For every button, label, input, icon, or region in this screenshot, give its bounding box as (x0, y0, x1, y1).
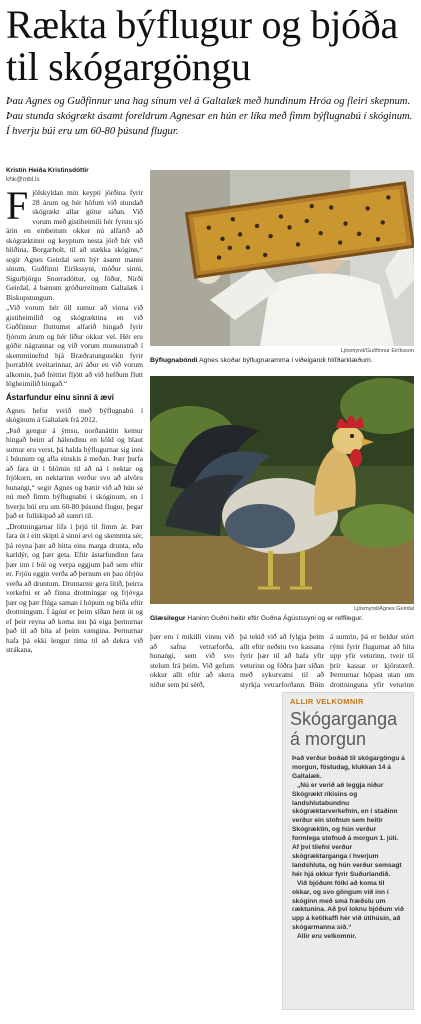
sidebar-title: Skógarganga á morgun (290, 709, 398, 749)
headline: Rækta býflugur og bjóða til skógargöngu (6, 2, 398, 89)
beekeeper-photo (150, 170, 414, 346)
byline-email: khk@mbl.is (6, 176, 40, 183)
article-subhead: Ástarfundur einu sinni á ævi (6, 392, 115, 402)
article-column-3 (240, 632, 324, 690)
lede: Þau Agnes og Guðfinnur una hag sínum vel á Galtalæk með hundinum Hróa og fleiri skepnum. Þau stunda skógrækt ásamt foreldrum Agnesar en hún er líka með fimm býflugnabú í skóginum. Í hverju búi eru um 60-80 þúsund flugur. (6, 96, 413, 137)
article-paragraph: á sumrin, þá er heldur stórt rými fyrir flugurnar að hita upp yfir veturinn, tveir til þrír kassar er kjörstærð. Þernurnar hópast utan um drottninguna yfir veturinn (330, 632, 414, 689)
article-paragraph: þá tekið við að fylgja þeim allt eftir neðstu tvo kassana fyrir þær til að hafa yfir veturinn og fóðra þær síðan með sykurvatni til að styrkja vetrarforðann. Búin (240, 632, 324, 689)
article-paragraph: „Drottningarnar lifa í þrjú til fimm ár. Þær fara út í eitt skipti á sinni ævi og skemmta sér, þá reyna þær að hitta eins marga drunta, eða karldýr, og þær geta. Eftir ástarfundinn fara þær inn í búi og verpa eggjum það sem eftir er. Frjóu eggin verða að þernum en þau ófrjóu verða að druntum. Druntarnir gera lítið, þeirra verkefni er að finna drottningar og frjóvga þær og þær flúga saman í hópum og bíða eftir drottningum. Í ágúst er þeim síðan hent út og ef þeir reyna að koma inn þá eiga þernurnar það til að bíta af þeim vængina. Þernurnar hafa þá ekki lengur tíma til að dekra við strákana, (6, 521, 143, 654)
article-column-1 (6, 188, 143, 1006)
drop-cap: F (6, 188, 29, 228)
article-paragraph: þær eru í mikilli vinnu við að safna vetrarforða, hunangi, sem við svo stelum frá þeim. Við gefum okkur allt eftir að skera niður sem þú sérð, (150, 632, 234, 689)
sidebar-paragraph: Við bjóðum fólki að koma til okkar, og svo göngum við inn í skóginn með smá fræðslu um ræktunina. Að því loknu bjóðum við upp á ketilkaffi hér við útihúsin, að skógarmanna sið.“ (292, 879, 404, 932)
sidebar-body (283, 755, 413, 942)
article-paragraph: „Við vorum hér öll sumur að vinna við gistiheimilið og skógræktina en við Guðfinnur fluttumst alfarið hingað fyrir fjórum árum og hér líður okkur vel. Hér eru góðir nágrannar og við vorum mununstrað í skemmtinefnd hjá Bræðratungusókn fyrir þorrablót sveitarinnar, árí áður en við vorum alkomin, það fréttist fljótt að við hefðum flutt lögheimilið hingað.“ (6, 303, 143, 388)
beekeeper-illustration (150, 170, 414, 346)
article-column-2 (150, 632, 234, 690)
sidebar-paragraph: „Nú er verið að leggja niður Skógrækt ríkisins og landshlutabundnu skógræktarverkefnin, en í staðinn verður ein stofnun sem heitir Skógræktin, og hún verður formlega stofnuð á morgun 1. júlí. Af því tilefni verður skógræktarganga í hverjum landshluta, og hún verður semsagt hér hjá okkur fyrir Suðurlandið. (292, 781, 402, 878)
caption-text: Agnes skoðar býflugnaramma í viðeigandi hlífðarklæðum. (199, 357, 373, 364)
sidebar-paragraph: Það verður boðað til skógargöngu á morgun, föstudag, klukkan 14 á Galtalæk. (292, 755, 405, 780)
byline (6, 166, 146, 184)
rooster-photo (150, 376, 414, 604)
photo-credit: Ljósmynd/Agnes Geirdal (354, 606, 414, 612)
caption-text: Haninn Guðni heitir eftir Guðna Ágústssyni og er reffilegur. (187, 615, 363, 622)
article-paragraph: „Það gengur á ýmsu, norðanáttin kemur hingað beint af hálendinu en köld og blaut sumur eru verst, þá halda býflugurnar sig inni í búunum og afla einskis á meðan. Þær þurfa að fara út í blómin til að ná í nektar og frjókorn, en nektarinn verður svo að alvöru hunangi,“ segir Agnes og bætir við að hún sé nú með fimm býflugnabú í skóginum, en í hverju búi eru um 60-80 þúsund flugur, þegar það er fullskipað að sumri til. (6, 425, 143, 520)
caption-lead: Býflugnabóndi (150, 357, 198, 364)
photo-caption (150, 356, 414, 365)
caption-lead: Glæsilegur (150, 615, 186, 622)
sidebar-paragraph: Allir eru velkomnir. (297, 933, 357, 941)
rooster-illustration (150, 376, 414, 604)
byline-author: Kristín Heiða Kristinsdóttir (6, 167, 89, 174)
photo-caption (150, 614, 414, 623)
article-column-4 (330, 632, 414, 690)
sidebar-kicker: ALLIR VELKOMNIR (290, 697, 364, 706)
article-paragraph: jölskyldan mín keypti jörðina fyrir 28 árum og hér höfum við stundað skógrækt allar götur síðan. Við vorum með gistiheimili hér fyrstu sjö árin en einbeitum okkur nú alfarið að skógræktinni og keyptum nesta jörð hér við hliðina, Borgarholt, til að stækka skóginn,“ segir Agnes Geirdal sem býr ásamt manni sínum, Guðfinni Eiríkssyni, móður sinni, Sigurbjörgu Snorradóttur, og föður, Nirði Geirdal, á bænum gróðurreitnum Galtalæk í Biskupstungum. (6, 188, 143, 302)
sidebar-box (282, 692, 414, 1010)
article-paragraph: Agnes hefur verið með býflugnabú í skóginum á Galtalæk frá 2012. (6, 405, 143, 424)
photo-credit: Ljósmynd/Guðfinnur Eiríksson (340, 348, 414, 354)
